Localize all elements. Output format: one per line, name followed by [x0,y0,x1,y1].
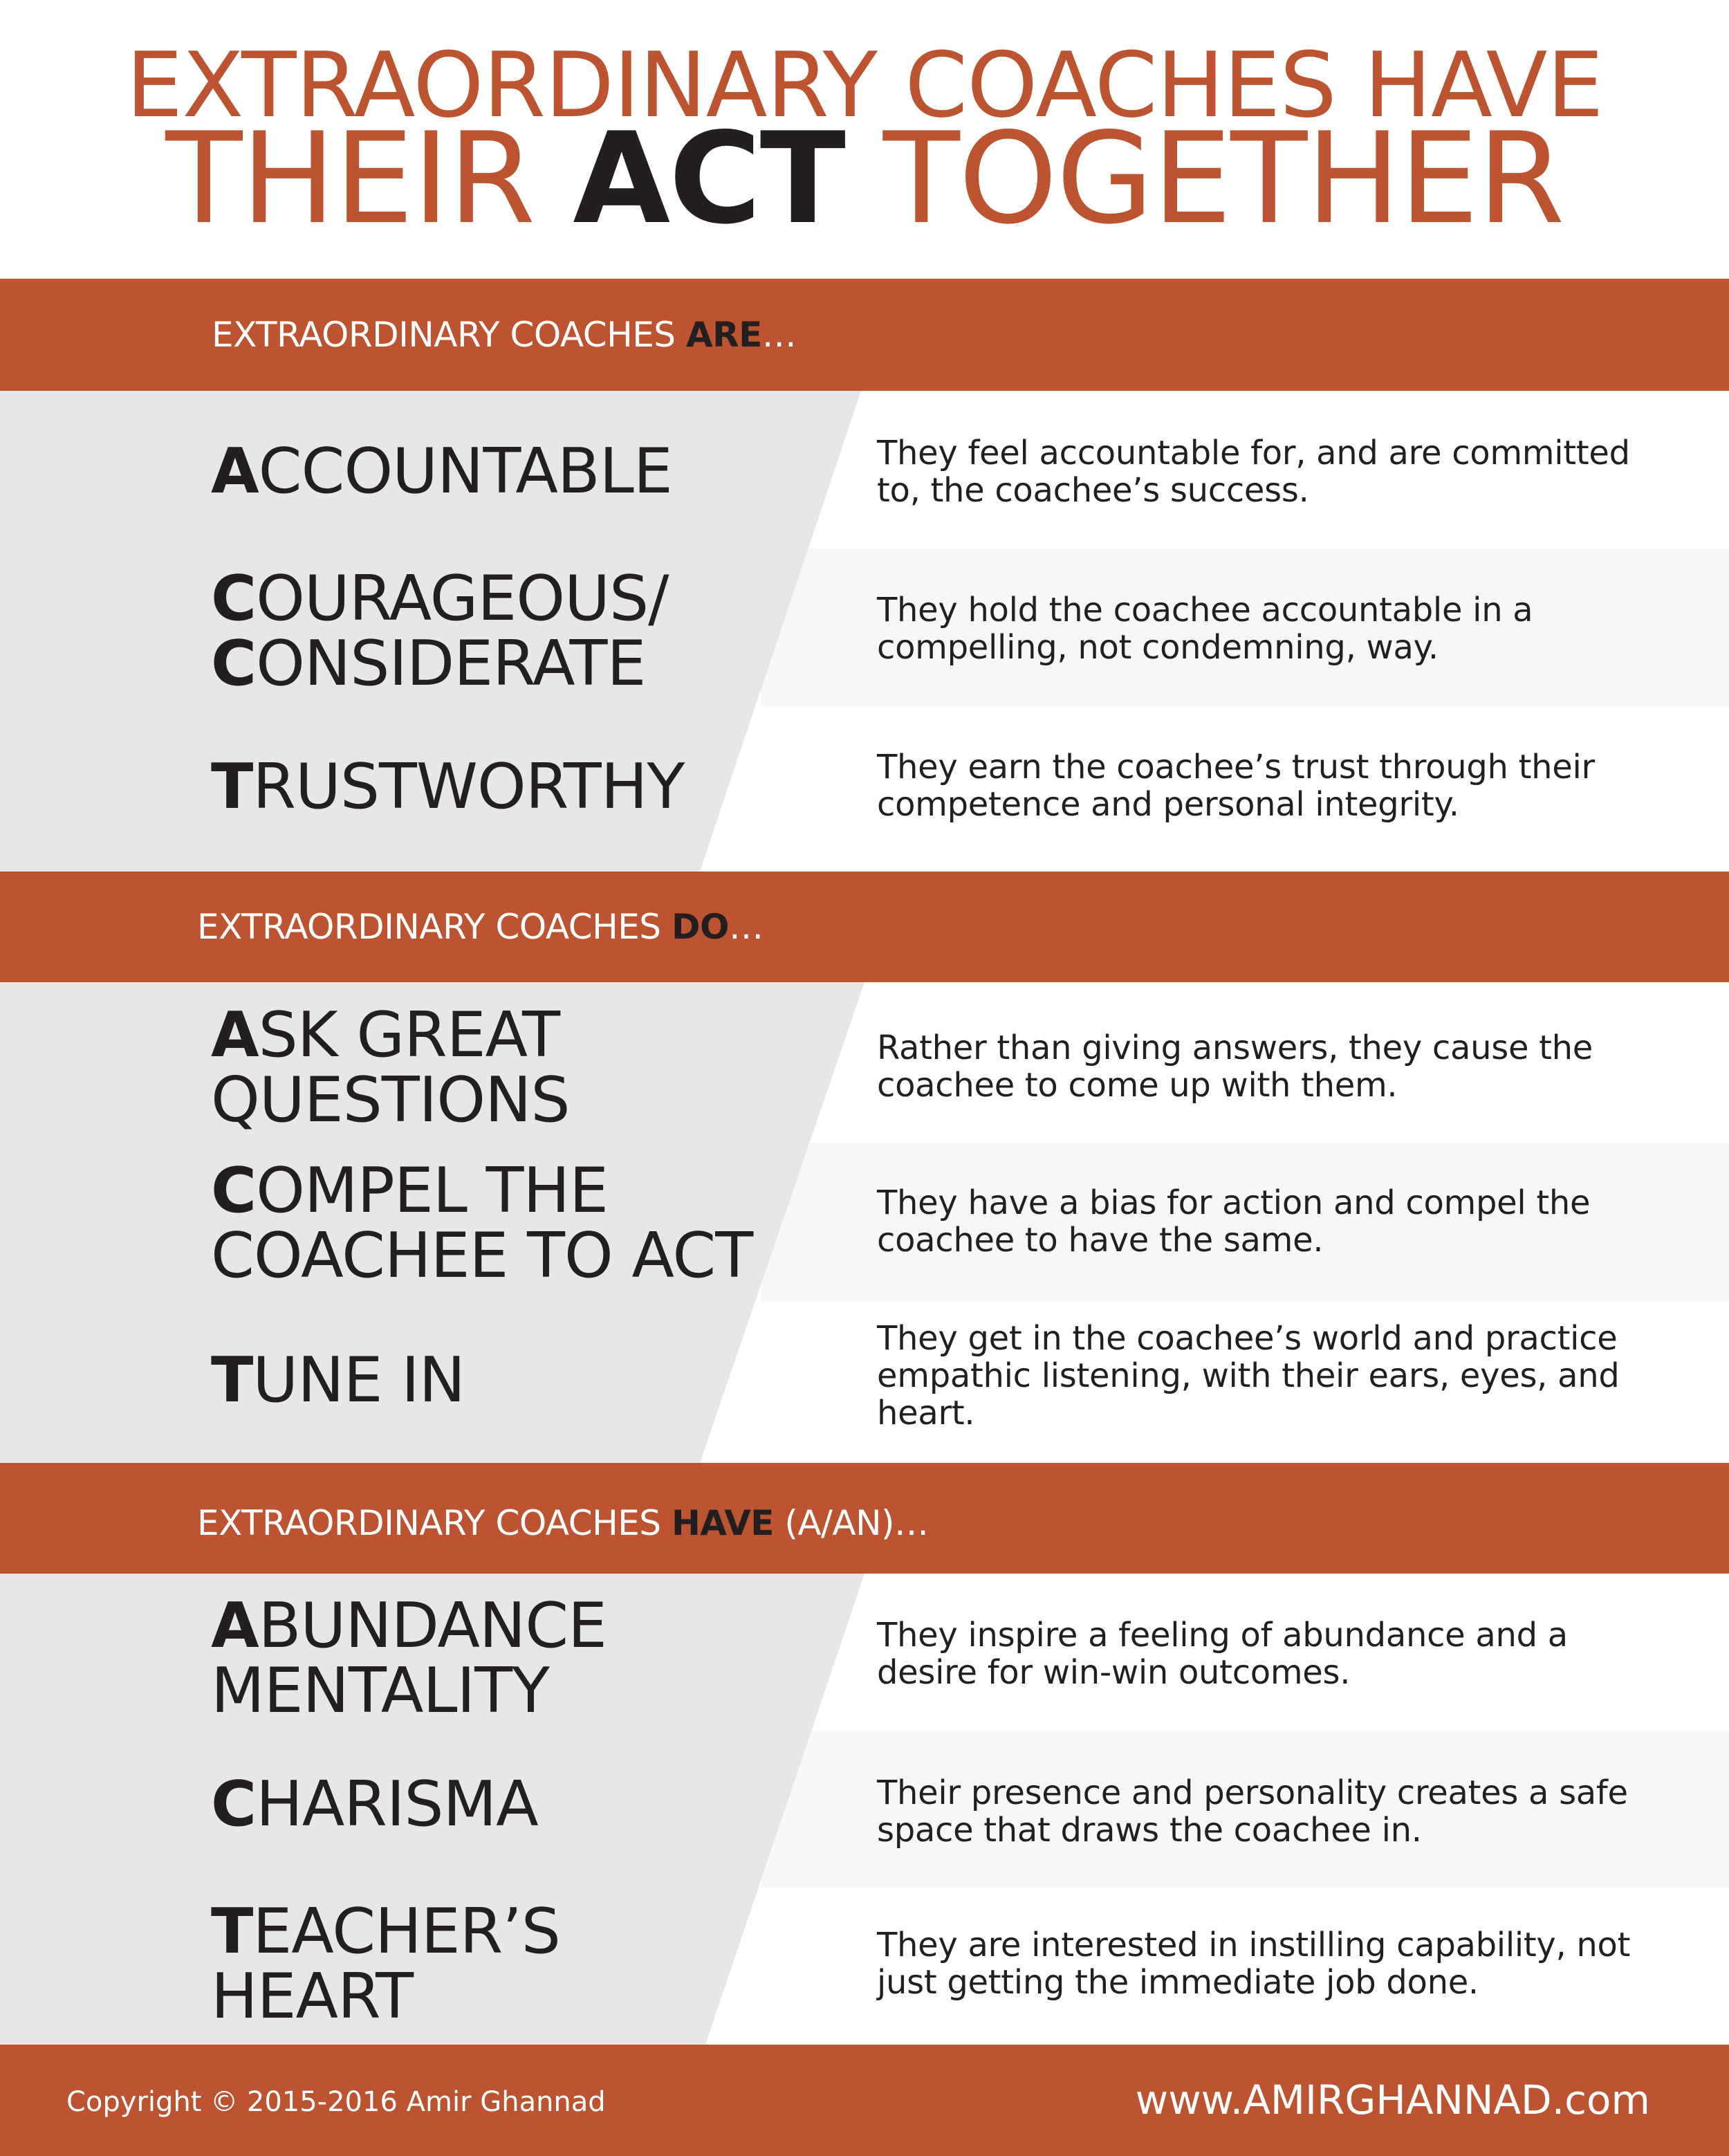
copyright-notice: Copyright © 2015-2016 Amir Ghannad [66,2086,606,2118]
term-initial: C [211,562,257,635]
term-rest: HARISMA [256,1768,538,1841]
section-label-prefix: EXTRAORDINARY COACHES [212,315,686,355]
term-rest: CCOUNTABLE [258,435,672,508]
term-courageous-considerate [211,562,669,700]
term-rest: SK GREAT QUESTIONS [211,999,570,1136]
headline-line-2-end: TOGETHER [844,105,1564,252]
term-rest: RUSTWORTHY [252,750,685,823]
description-courageous-considerate: They hold the coachee accountable in a compelling, not condemning, way. [877,591,1533,667]
term-initial: T [211,1895,253,1968]
term-initial: A [211,999,259,1071]
section-label-suffix: (A/AN)… [773,1503,929,1543]
term-initial: A [211,435,259,508]
term-rest: OURAGEOUS/ [256,562,669,635]
description-accountable: They feel accountable for, and are committed to, the coachee’s success. [877,434,1630,510]
headline-line-1: EXTRAORDINARY COACHES HAVE [126,33,1603,138]
section-banner-are [0,279,1729,391]
description-charisma: Their presence and personality creates a safe space that draws the coachee in. [877,1773,1628,1850]
term-rest: OMPEL THE COACHEE TO ACT [211,1154,753,1292]
description-ask-great-questions: Rather than giving answers, they cause the coachee to come up with them. [877,1029,1593,1105]
term-initial: T [211,1344,253,1417]
section-label-have [197,1502,929,1544]
headline-line-2-start: THEIR [165,105,573,252]
term-compel-the-coachee [211,1154,753,1292]
term-initial: C [211,1768,257,1841]
description-trustworthy: They earn the coachee’s trust through their competence and personal integrity. [877,748,1595,824]
term-rest: BUNDANCE MENTALITY [211,1590,607,1727]
term-trustworthy [211,750,685,823]
term-accountable [211,435,672,508]
section-label-do [197,906,763,948]
section-label-prefix: EXTRAORDINARY COACHES [197,907,672,947]
term-rest: EACHER’S HEART [211,1895,560,2033]
term-initial: A [211,1590,259,1662]
term-rest-2: ONSIDERATE [256,627,646,700]
description-compel-the-coachee: They have a bias for action and compel the coachee to have the same. [877,1183,1591,1260]
term-teachers-heart [211,1895,560,2033]
term-charisma [211,1768,538,1841]
website-link[interactable]: www.AMIRGHANNAD.com [1135,2076,1650,2123]
term-rest: UNE IN [252,1344,465,1417]
section-label-suffix: … [761,315,797,355]
term-initial-2: C [211,627,257,700]
section-do [0,982,1729,1463]
headline-line-2 [0,105,1729,252]
section-label-emphasis: DO [671,907,729,947]
section-have [0,1574,1729,2045]
section-label-are [212,314,796,356]
section-label-emphasis: ARE [685,315,762,355]
description-teachers-heart: They are interested in instilling capability, not just getting the immediate job done. [877,1926,1631,2002]
term-initial: T [211,750,253,823]
description-tune-in: They get in the coachee’s world and practice empathic listening, with their ears, eyes, and heart. [877,1319,1620,1432]
section-label-prefix: EXTRAORDINARY COACHES [197,1503,672,1543]
section-are [0,391,1729,872]
section-label-emphasis: HAVE [671,1503,774,1543]
headline-act-emphasis: ACT [573,105,844,252]
term-ask-great-questions [211,999,570,1136]
footer [0,2045,1729,2156]
section-banner-have [0,1463,1729,1574]
description-abundance-mentality: They inspire a feeling of abundance and a desire for win-win outcomes. [877,1616,1568,1692]
term-initial: C [211,1154,257,1227]
section-label-suffix: … [728,907,764,947]
term-tune-in [211,1344,465,1417]
term-abundance-mentality [211,1590,607,1727]
section-banner-do [0,872,1729,982]
